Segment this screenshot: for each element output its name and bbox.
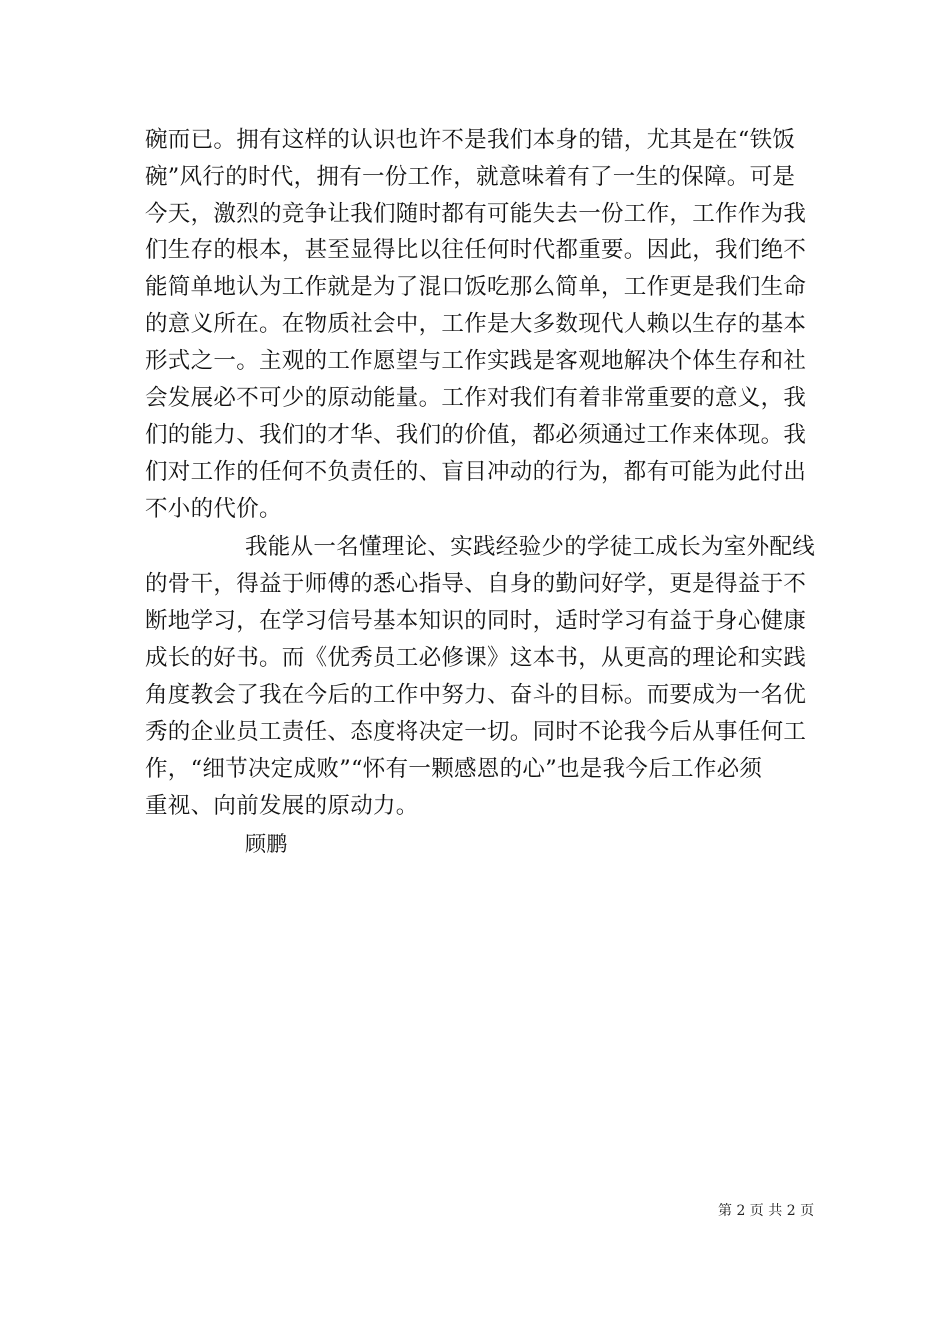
paragraph-2-line-7: 作，“细节决定成败”“怀有一颗感恩的心”也是我今后工作必须 bbox=[145, 756, 763, 782]
paragraph-2-line-2: 的骨干，得益于师傅的悉心指导、自身的勤问好学，更是得益于不 bbox=[145, 571, 807, 597]
paragraph-2-line-5: 角度教会了我在今后的工作中努力、奋斗的目标。而要成为一名优 bbox=[145, 682, 807, 708]
paragraph-1-line-4: 们生存的根本，甚至显得比以往任何时代都重要。因此，我们绝不 bbox=[145, 237, 807, 263]
paragraph-2-line-3: 断地学习，在学习信号基本知识的同时，适时学习有益于身心健康 bbox=[145, 608, 807, 634]
page-number: 第 2 页 共 2 页 bbox=[718, 1203, 815, 1219]
paragraph-1-line-6: 的意义所在。在物质社会中，工作是大多数现代人赖以生存的基本 bbox=[145, 311, 807, 337]
paragraph-1-line-11: 不小的代价。 bbox=[145, 496, 282, 522]
signature: 顾鹏 bbox=[245, 832, 288, 856]
paragraph-1-line-10: 们对工作的任何不负责任的、盲目冲动的行为，都有可能为此付出 bbox=[145, 459, 807, 485]
paragraph-2-line-6: 秀的企业员工责任、态度将决定一切。同时不论我今后从事任何工 bbox=[145, 719, 807, 745]
paragraph-1-line-3: 今天，激烈的竞争让我们随时都有可能失去一份工作，工作作为我 bbox=[145, 201, 807, 227]
paragraph-1-line-9: 们的能力、我们的才华、我们的价值，都必须通过工作来体现。我 bbox=[145, 422, 807, 448]
paragraph-2-line-8: 重视、向前发展的原动力。 bbox=[145, 793, 419, 819]
paragraph-1-line-5: 能简单地认为工作就是为了混口饭吃那么简单，工作更是我们生命 bbox=[145, 274, 807, 300]
paragraph-2-line-1: 我能从一名懂理论、实践经验少的学徒工成长为室外配线 bbox=[245, 534, 816, 560]
paragraph-2-line-4: 成长的好书。而《优秀员工必修课》这本书，从更高的理论和实践 bbox=[145, 645, 807, 671]
paragraph-1-line-2: 碗”风行的时代，拥有一份工作，就意味着有了一生的保障。可是 bbox=[145, 164, 796, 190]
paragraph-1-line-8: 会发展必不可少的原动能量。工作对我们有着非常重要的意义，我 bbox=[145, 385, 807, 411]
paragraph-1-line-1: 碗而已。拥有这样的认识也许不是我们本身的错，尤其是在“铁饭 bbox=[145, 127, 796, 153]
paragraph-1-line-7: 形式之一。主观的工作愿望与工作实践是客观地解决个体生存和社 bbox=[145, 348, 807, 374]
